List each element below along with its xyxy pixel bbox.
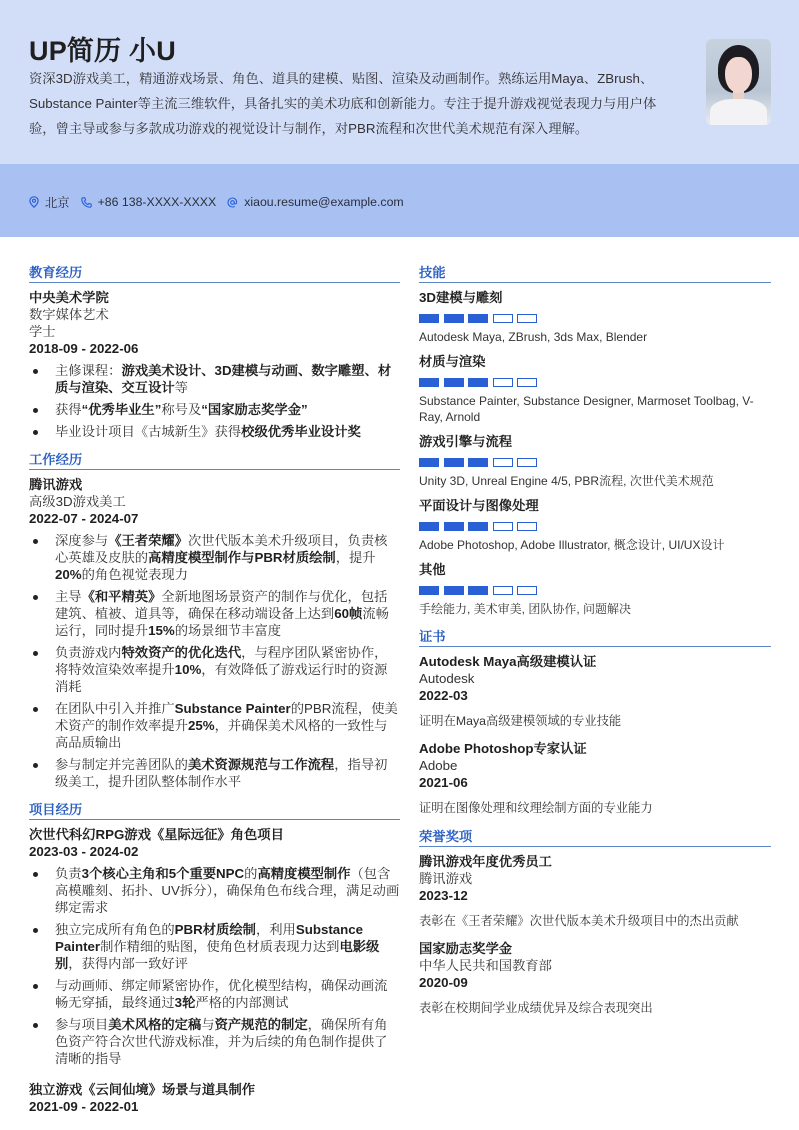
skill-level-segment — [493, 586, 513, 595]
job-role: 高级3D游戏美工 — [29, 494, 126, 509]
skill-level-segment — [444, 378, 464, 387]
section-title-work: 工作经历 — [29, 452, 400, 470]
skill-level-segment — [468, 586, 488, 595]
skill-entry — [419, 353, 771, 425]
skill-level-segment — [419, 314, 439, 323]
bullet-item: 负责3个核心主角和5个重要NPC的高精度模型制作（包含高模雕刻、拓扑、UV拆分），确保角色布线合理，满足动画绑定需求 — [29, 865, 400, 916]
project-bullets — [29, 865, 400, 1067]
left-column — [29, 265, 400, 1129]
profile-photo — [706, 39, 771, 125]
skill-level-segment — [517, 378, 537, 387]
bullet-item: 主修课程：游戏美术设计、3D建模与动画、数字雕塑、材质与渲染、交互设计等 — [29, 362, 400, 396]
skill-tools: 手绘能力, 美术审美, 团队协作, 问题解决 — [419, 602, 632, 616]
award-entry — [419, 940, 771, 1017]
phone-text: +86 138-XXXX-XXXX — [97, 195, 217, 209]
work-date: 2022-07 - 2024-07 — [29, 511, 139, 526]
location-text: 北京 — [45, 196, 70, 210]
bullet-item: 负责游戏内特效资产的优化迭代，与程序团队紧密协作，将特效渲染效率提升10%，有效降低了游戏运行时的资源消耗 — [29, 644, 400, 695]
skill-level-bar — [419, 586, 771, 595]
school-name: 中央美术学院 — [29, 290, 109, 305]
section-title-projects: 项目经历 — [29, 802, 400, 820]
skill-level-segment — [493, 522, 513, 531]
skill-name: 平面设计与图像处理 — [419, 498, 539, 513]
skill-level-segment — [468, 458, 488, 467]
award-date: 2020-09 — [419, 975, 468, 990]
skill-level-segment — [468, 522, 488, 531]
degree: 学士 — [29, 324, 56, 339]
skill-level-segment — [468, 314, 488, 323]
at-sign-icon — [227, 197, 238, 208]
skill-level-segment — [419, 522, 439, 531]
award-date: 2023-12 — [419, 888, 468, 903]
award-name: 腾讯游戏年度优秀员工 — [419, 854, 552, 869]
skill-level-segment — [444, 522, 464, 531]
bullet-item: 深度参与《王者荣耀》次世代版本美术升级项目，负责核心英雄及皮肤的高精度模型制作与PBR材质绘制，提升20%的角色视觉表现力 — [29, 532, 400, 583]
bullet-item: 在团队中引入并推广Substance Painter的PBR流程，使美术资产的制作效率提升25%，并确保美术风格的一致性与高品质输出 — [29, 700, 400, 751]
section-title-skills: 技能 — [419, 265, 771, 283]
skill-tools: Unity 3D, Unreal Engine 4/5, PBR流程, 次世代美术规范 — [419, 474, 714, 488]
skill-level-bar — [419, 314, 771, 323]
skill-level-bar — [419, 378, 771, 387]
bullet-item: 与动画师、绑定师紧密协作，优化模型结构，确保动画流畅无穿插，最终通过3轮严格的内部测试 — [29, 977, 400, 1011]
skill-tools: Substance Painter, Substance Designer, Marmoset Toolbag, V-Ray, Arnold — [419, 394, 754, 424]
project-date: 2021-09 - 2022-01 — [29, 1099, 139, 1114]
skill-level-segment — [419, 378, 439, 387]
skill-entry — [419, 497, 771, 553]
bullet-item: 参与项目美术风格的定稿与资产规范的制定，确保所有角色资产符合次世代游戏标准，并为后续的角色制作提供了清晰的指导 — [29, 1016, 400, 1067]
award-issuer: 中华人民共和国教育部 — [419, 958, 552, 973]
contact-list — [29, 193, 415, 211]
certificate-entry — [419, 740, 771, 817]
project-entry — [29, 1081, 400, 1115]
skill-level-segment — [493, 458, 513, 467]
skill-level-segment — [468, 378, 488, 387]
profile-summary: 资深3D游戏美工，精通游戏场景、角色、道具的建模、贴图、渲染及动画制作。熟练运用Maya、ZBrush、Substance Painter等主流三维软件，具备扎实的美术功底和创新能力。专注于提升游戏视觉表现力与用户体验，曾主导或参与多款成功游戏的视觉设计与制作，对PBR流程和次世代美术规范有深入理解。 — [29, 71, 657, 136]
certificates-section — [419, 629, 771, 817]
skill-level-segment — [444, 458, 464, 467]
award-desc: 表彰在校期间学业成绩优异及综合表现突出 — [419, 1001, 653, 1015]
section-title-education: 教育经历 — [29, 265, 400, 283]
bullet-item: 参与制定并完善团队的美术资源规范与工作流程，指导初级美工，提升团队整体制作水平 — [29, 756, 400, 790]
skill-entry — [419, 433, 771, 489]
skill-level-segment — [493, 314, 513, 323]
skill-level-segment — [517, 586, 537, 595]
projects-section — [29, 802, 400, 1115]
award-issuer: 腾讯游戏 — [419, 871, 473, 886]
skill-level-segment — [517, 522, 537, 531]
skill-name: 3D建模与雕刻 — [419, 290, 503, 305]
location-pin-icon — [29, 196, 39, 208]
contact-location — [29, 193, 70, 211]
skill-level-segment — [444, 586, 464, 595]
section-title-certificates: 证书 — [419, 629, 771, 647]
resume-header — [0, 0, 799, 164]
skill-entry — [419, 289, 771, 345]
certificate-name: Autodesk Maya高级建模认证 — [419, 654, 597, 669]
education-section — [29, 265, 400, 440]
section-title-awards: 荣誉奖项 — [419, 829, 771, 847]
certificate-date: 2021-06 — [419, 775, 468, 790]
certificate-name: Adobe Photoshop专家认证 — [419, 741, 587, 756]
phone-icon — [81, 197, 92, 208]
skills-section — [419, 265, 771, 617]
contact-email — [227, 195, 403, 209]
education-entry — [29, 289, 400, 440]
skill-level-segment — [517, 458, 537, 467]
skill-tools: Autodesk Maya, ZBrush, 3ds Max, Blender — [419, 330, 648, 344]
skill-name: 材质与渲染 — [419, 354, 486, 369]
project-date: 2023-03 - 2024-02 — [29, 844, 139, 859]
email-text: xiaou.resume@example.com — [244, 195, 404, 209]
education-date: 2018-09 - 2022-06 — [29, 341, 139, 356]
project-name: 独立游戏《云间仙境》场景与道具制作 — [29, 1082, 256, 1097]
bullet-item: 独立完成所有角色的PBR材质绘制，利用Substance Painter制作精细的贴图，使角色材质表现力达到电影级别，获得内部一致好评 — [29, 921, 400, 972]
skill-level-segment — [444, 314, 464, 323]
photo-face — [725, 57, 752, 93]
skill-entry — [419, 561, 771, 617]
award-name: 国家励志奖学金 — [419, 941, 513, 956]
photo-suit — [710, 99, 767, 125]
award-desc: 表彰在《王者荣耀》次世代版本美术升级项目中的杰出贡献 — [419, 914, 739, 928]
certificate-issuer: Autodesk — [419, 671, 475, 686]
certificate-desc: 证明在图像处理和纹理绘制方面的专业能力 — [419, 801, 653, 815]
company-name: 腾讯游戏 — [29, 477, 83, 492]
bullet-item: 毕业设计项目《古城新生》获得校级优秀毕业设计奖 — [29, 423, 400, 440]
project-name: 次世代科幻RPG游戏《星际远征》角色项目 — [29, 827, 284, 842]
right-column — [419, 265, 771, 1029]
certificate-issuer: Adobe — [419, 758, 458, 773]
bullet-item: 主导《和平精英》全新地图场景资产的制作与优化，包括建筑、植被、道具等，确保在移动端设备上达到60帧流畅运行，同时提升15%的场景细节丰富度 — [29, 588, 400, 639]
contact-phone — [81, 195, 217, 209]
bullet-item: 获得“优秀毕业生”称号及“国家励志奖学金” — [29, 401, 400, 418]
skill-name: 游戏引擎与流程 — [419, 434, 513, 449]
education-bullets — [29, 362, 400, 440]
skill-level-segment — [419, 458, 439, 467]
award-entry — [419, 853, 771, 930]
work-entry — [29, 476, 400, 790]
project-entry — [29, 826, 400, 1067]
skill-level-segment — [517, 314, 537, 323]
certificate-date: 2022-03 — [419, 688, 468, 703]
major: 数字媒体艺术 — [29, 307, 109, 322]
skill-level-segment — [493, 378, 513, 387]
skill-level-bar — [419, 458, 771, 467]
certificate-entry — [419, 653, 771, 730]
work-section — [29, 452, 400, 790]
skill-tools: Adobe Photoshop, Adobe Illustrator, 概念设计, UI/UX设计 — [419, 538, 725, 552]
awards-section — [419, 829, 771, 1017]
candidate-name: UP简历 小U — [29, 36, 176, 66]
certificate-desc: 证明在Maya高级建模领域的专业技能 — [419, 714, 622, 728]
skills-list — [419, 289, 771, 617]
skill-level-bar — [419, 522, 771, 531]
skill-name: 其他 — [419, 562, 446, 577]
work-bullets — [29, 532, 400, 790]
skill-level-segment — [419, 586, 439, 595]
